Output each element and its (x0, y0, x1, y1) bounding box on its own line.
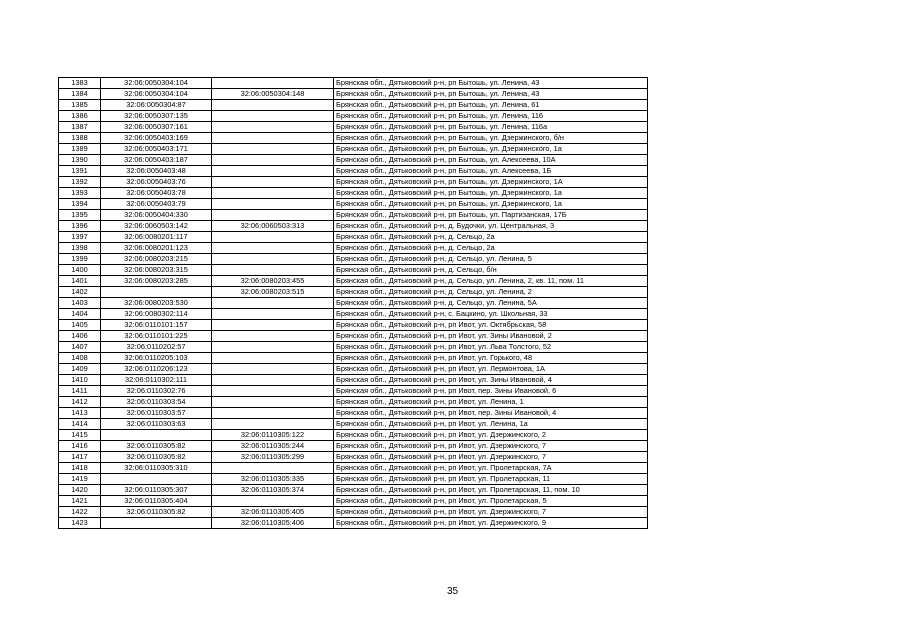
row-number: 1412 (59, 397, 101, 408)
cadastral-number-1 (101, 287, 212, 298)
table-row (59, 474, 648, 485)
row-number: 1392 (59, 177, 101, 188)
address-cell: Брянская обл., Дятьковский р-н, рп Бытошь, ул. Дзержинского, б/н (334, 133, 648, 144)
table-body (59, 78, 648, 529)
cadastral-number-1: 32:06:0050403:48 (101, 166, 212, 177)
address-cell: Брянская обл., Дятьковский р-н, рп Бытошь, ул. Ленина, 43 (334, 78, 648, 89)
address-cell: Брянская обл., Дятьковский р-н, рп Ивот, ул. Дзержинского, 7 (334, 441, 648, 452)
cadastral-number-1: 32:06:0110101:157 (101, 320, 212, 331)
cadastral-number-1: 32:06:0050307:135 (101, 111, 212, 122)
row-number: 1417 (59, 452, 101, 463)
cadastral-number-1: 32:06:0110303:63 (101, 419, 212, 430)
row-number: 1421 (59, 496, 101, 507)
table-row (59, 386, 648, 397)
row-number: 1409 (59, 364, 101, 375)
cadastral-number-1 (101, 430, 212, 441)
table-row (59, 496, 648, 507)
cadastral-number-2 (212, 320, 334, 331)
row-number: 1407 (59, 342, 101, 353)
address-cell: Брянская обл., Дятьковский р-н, рп Ивот, ул. Пролетарская, 5 (334, 496, 648, 507)
cadastral-number-2: 32:06:0110305:122 (212, 430, 334, 441)
cadastral-number-2 (212, 133, 334, 144)
row-number: 1404 (59, 309, 101, 320)
cadastral-number-2: 32:06:0080203:515 (212, 287, 334, 298)
address-cell: Брянская обл., Дятьковский р-н, д. Сельцо, ул. Ленина, 5А (334, 298, 648, 309)
row-number: 1420 (59, 485, 101, 496)
address-cell: Брянская обл., Дятьковский р-н, рп Бытошь, ул. Алексеева, 1Б (334, 166, 648, 177)
address-cell: Брянская обл., Дятьковский р-н, рп Бытошь, ул. Алексеева, 10А (334, 155, 648, 166)
cadastral-number-1: 32:06:0080201:117 (101, 232, 212, 243)
cadastral-number-1: 32:06:0050403:76 (101, 177, 212, 188)
table-row (59, 78, 648, 89)
row-number: 1405 (59, 320, 101, 331)
row-number: 1406 (59, 331, 101, 342)
address-cell: Брянская обл., Дятьковский р-н, д. Сельцо, 2а (334, 232, 648, 243)
row-number: 1397 (59, 232, 101, 243)
cadastral-number-2 (212, 155, 334, 166)
address-cell: Брянская обл., Дятьковский р-н, рп Ивот, ул. Дзержинского, 2 (334, 430, 648, 441)
cadastral-number-2 (212, 254, 334, 265)
cadastral-number-1: 32:06:0110303:57 (101, 408, 212, 419)
cadastral-number-2 (212, 265, 334, 276)
cadastral-number-1: 32:06:0110101:225 (101, 331, 212, 342)
table-row (59, 364, 648, 375)
cadastral-number-2 (212, 419, 334, 430)
cadastral-number-1: 32:06:0050304:87 (101, 100, 212, 111)
table-row (59, 210, 648, 221)
cadastral-number-2 (212, 463, 334, 474)
table-row (59, 221, 648, 232)
cadastral-number-1: 32:06:0050304:104 (101, 89, 212, 100)
row-number: 1398 (59, 243, 101, 254)
row-number: 1384 (59, 89, 101, 100)
row-number: 1389 (59, 144, 101, 155)
row-number: 1386 (59, 111, 101, 122)
address-cell: Брянская обл., Дятьковский р-н, рп Ивот, ул. Пролетарская, 11, пом. 10 (334, 485, 648, 496)
table-row (59, 287, 648, 298)
address-cell: Брянская обл., Дятьковский р-н, д. Сельцо, ул. Ленина, 2, кв. 11, пом. 11 (334, 276, 648, 287)
table-row (59, 441, 648, 452)
cadastral-number-2: 32:06:0110305:299 (212, 452, 334, 463)
cadastral-number-2: 32:06:0080203:455 (212, 276, 334, 287)
address-cell: Брянская обл., Дятьковский р-н, рп Ивот, пер. Зины Ивановой, 6 (334, 386, 648, 397)
cadastral-number-1: 32:06:0110305:404 (101, 496, 212, 507)
cadastral-number-2 (212, 298, 334, 309)
cadastral-number-1: 32:06:0050403:79 (101, 199, 212, 210)
cadastral-number-2 (212, 375, 334, 386)
address-cell: Брянская обл., Дятьковский р-н, рп Бытошь, ул. Дзержинского, 1а (334, 188, 648, 199)
table-row (59, 276, 648, 287)
cadastral-number-2 (212, 342, 334, 353)
cadastral-number-1: 32:06:0110205:103 (101, 353, 212, 364)
row-number: 1388 (59, 133, 101, 144)
address-cell: Брянская обл., Дятьковский р-н, рп Бытошь, ул. Дзержинского, 1а (334, 199, 648, 210)
cadastral-number-1: 32:06:0050307:161 (101, 122, 212, 133)
table-row (59, 188, 648, 199)
address-cell: Брянская обл., Дятьковский р-н, рп Ивот, пер. Зины Ивановой, 4 (334, 408, 648, 419)
table-row (59, 155, 648, 166)
cadastral-number-1: 32:06:0050404:330 (101, 210, 212, 221)
table-row (59, 430, 648, 441)
cadastral-number-1: 32:06:0050403:78 (101, 188, 212, 199)
address-cell: Брянская обл., Дятьковский р-н, д. Сельцо, ул. Ленина, 2 (334, 287, 648, 298)
cadastral-number-1: 32:06:0080201:123 (101, 243, 212, 254)
table-row (59, 408, 648, 419)
cadastral-number-1: 32:06:0060503:142 (101, 221, 212, 232)
cadastral-number-1: 32:06:0110202:57 (101, 342, 212, 353)
table-row (59, 254, 648, 265)
table-row (59, 298, 648, 309)
row-number: 1383 (59, 78, 101, 89)
table-row (59, 518, 648, 529)
address-cell: Брянская обл., Дятьковский р-н, рп Ивот, ул. Зины Ивановой, 4 (334, 375, 648, 386)
address-cell: Брянская обл., Дятьковский р-н, рп Бытошь, ул. Ленина, 61 (334, 100, 648, 111)
address-cell: Брянская обл., Дятьковский р-н, д. Сельцо, б/н (334, 265, 648, 276)
address-cell: Брянская обл., Дятьковский р-н, рп Ивот, ул. Октябрьская, 58 (334, 320, 648, 331)
cadastral-number-1: 32:06:0080203:530 (101, 298, 212, 309)
row-number: 1416 (59, 441, 101, 452)
row-number: 1410 (59, 375, 101, 386)
row-number: 1387 (59, 122, 101, 133)
table-row (59, 419, 648, 430)
cadastral-number-2 (212, 188, 334, 199)
table-row (59, 89, 648, 100)
row-number: 1413 (59, 408, 101, 419)
row-number: 1422 (59, 507, 101, 518)
cadastral-number-2 (212, 166, 334, 177)
row-number: 1419 (59, 474, 101, 485)
address-cell: Брянская обл., Дятьковский р-н, рп Бытошь, ул. Ленина, 116а (334, 122, 648, 133)
cadastral-number-2 (212, 353, 334, 364)
cadastral-number-2 (212, 177, 334, 188)
cadastral-number-1: 32:06:0110302:76 (101, 386, 212, 397)
cadastral-number-1: 32:06:0050403:171 (101, 144, 212, 155)
row-number: 1418 (59, 463, 101, 474)
page-number: 35 (446, 586, 459, 597)
row-number: 1401 (59, 276, 101, 287)
table-row (59, 199, 648, 210)
address-cell: Брянская обл., Дятьковский р-н, д. Сельцо, 2а (334, 243, 648, 254)
address-cell: Брянская обл., Дятьковский р-н, с. Бацкино, ул. Школьная, 33 (334, 309, 648, 320)
table-row (59, 309, 648, 320)
cadastral-number-2 (212, 100, 334, 111)
row-number: 1403 (59, 298, 101, 309)
table-row (59, 331, 648, 342)
row-number: 1393 (59, 188, 101, 199)
cadastral-number-2 (212, 309, 334, 320)
address-cell: Брянская обл., Дятьковский р-н, рп Ивот, ул. Пролетарская, 11 (334, 474, 648, 485)
row-number: 1423 (59, 518, 101, 529)
cadastral-number-2 (212, 111, 334, 122)
address-cell: Брянская обл., Дятьковский р-н, д. Будочки, ул. Центральная, 3 (334, 221, 648, 232)
cadastral-number-2 (212, 210, 334, 221)
table-row (59, 144, 648, 155)
cadastral-number-2: 32:06:0060503:313 (212, 221, 334, 232)
table-row (59, 177, 648, 188)
table-row (59, 232, 648, 243)
row-number: 1414 (59, 419, 101, 430)
cadastral-number-2 (212, 397, 334, 408)
row-number: 1391 (59, 166, 101, 177)
address-cell: Брянская обл., Дятьковский р-н, рп Ивот, ул. Дзержинского, 7 (334, 452, 648, 463)
cadastral-table (58, 77, 648, 529)
cadastral-number-1: 32:06:0110305:82 (101, 441, 212, 452)
cadastral-number-1: 32:06:0080203:215 (101, 254, 212, 265)
cadastral-number-1: 32:06:0110206:123 (101, 364, 212, 375)
cadastral-number-2: 32:06:0110305:406 (212, 518, 334, 529)
cadastral-number-1: 32:06:0080203:285 (101, 276, 212, 287)
cadastral-number-1: 32:06:0050304:104 (101, 78, 212, 89)
cadastral-number-1: 32:06:0110303:54 (101, 397, 212, 408)
row-number: 1396 (59, 221, 101, 232)
address-cell: Брянская обл., Дятьковский р-н, рп Бытошь, ул. Ленина, 43 (334, 89, 648, 100)
cadastral-number-2 (212, 408, 334, 419)
address-cell: Брянская обл., Дятьковский р-н, рп Бытошь, ул. Дзержинского, 1а (334, 144, 648, 155)
address-cell: Брянская обл., Дятьковский р-н, д. Сельцо, ул. Ленина, 5 (334, 254, 648, 265)
cadastral-number-2 (212, 122, 334, 133)
cadastral-number-2 (212, 386, 334, 397)
table-row (59, 353, 648, 364)
table-row (59, 122, 648, 133)
address-cell: Брянская обл., Дятьковский р-н, рп Ивот, ул. Горького, 48 (334, 353, 648, 364)
table-row (59, 243, 648, 254)
cadastral-number-1: 32:06:0050403:187 (101, 155, 212, 166)
cadastral-number-2: 32:06:0110305:244 (212, 441, 334, 452)
table-row (59, 463, 648, 474)
table-row (59, 265, 648, 276)
cadastral-number-2: 32:06:0050304:148 (212, 89, 334, 100)
cadastral-number-2 (212, 232, 334, 243)
address-cell: Брянская обл., Дятьковский р-н, рп Бытошь, ул. Партизанская, 17Б (334, 210, 648, 221)
row-number: 1385 (59, 100, 101, 111)
cadastral-number-1: 32:06:0080302:114 (101, 309, 212, 320)
cadastral-number-2 (212, 496, 334, 507)
address-cell: Брянская обл., Дятьковский р-н, рп Ивот, ул. Дзержинского, 7 (334, 507, 648, 518)
address-cell: Брянская обл., Дятьковский р-н, рп Бытошь, ул. Дзержинского, 1А (334, 177, 648, 188)
row-number: 1395 (59, 210, 101, 221)
row-number: 1411 (59, 386, 101, 397)
cadastral-number-2 (212, 199, 334, 210)
table-row (59, 111, 648, 122)
cadastral-number-2: 32:06:0110305:405 (212, 507, 334, 518)
address-cell: Брянская обл., Дятьковский р-н, рп Ивот, ул. Ленина, 1 (334, 397, 648, 408)
address-cell: Брянская обл., Дятьковский р-н, рп Ивот, ул. Зины Ивановой, 2 (334, 331, 648, 342)
cadastral-number-2 (212, 331, 334, 342)
table-row (59, 100, 648, 111)
address-cell: Брянская обл., Дятьковский р-н, рп Бытошь, ул. Ленина, 116 (334, 111, 648, 122)
table-row (59, 375, 648, 386)
row-number: 1390 (59, 155, 101, 166)
row-number: 1394 (59, 199, 101, 210)
table-row (59, 397, 648, 408)
table-row (59, 320, 648, 331)
table-row (59, 342, 648, 353)
address-cell: Брянская обл., Дятьковский р-н, рп Ивот, ул. Льва Толстого, 52 (334, 342, 648, 353)
row-number: 1402 (59, 287, 101, 298)
table-row (59, 485, 648, 496)
row-number: 1400 (59, 265, 101, 276)
table-row (59, 507, 648, 518)
cadastral-number-1: 32:06:0110305:310 (101, 463, 212, 474)
cadastral-number-1: 32:06:0110305:82 (101, 507, 212, 518)
cadastral-number-2 (212, 78, 334, 89)
cadastral-number-2 (212, 364, 334, 375)
cadastral-number-1: 32:06:0110302:111 (101, 375, 212, 386)
row-number: 1399 (59, 254, 101, 265)
address-cell: Брянская обл., Дятьковский р-н, рп Ивот, ул. Дзержинского, 9 (334, 518, 648, 529)
cadastral-number-1: 32:06:0110305:82 (101, 452, 212, 463)
cadastral-number-1: 32:06:0080203:315 (101, 265, 212, 276)
row-number: 1408 (59, 353, 101, 364)
cadastral-number-1: 32:06:0050403:169 (101, 133, 212, 144)
address-cell: Брянская обл., Дятьковский р-н, рп Ивот, ул. Ленина, 1а (334, 419, 648, 430)
address-cell: Брянская обл., Дятьковский р-н, рп Ивот, ул. Пролетарская, 7А (334, 463, 648, 474)
cadastral-number-1 (101, 518, 212, 529)
cadastral-number-2 (212, 243, 334, 254)
cadastral-number-1: 32:06:0110305:307 (101, 485, 212, 496)
table-row (59, 452, 648, 463)
cadastral-number-2: 32:06:0110305:335 (212, 474, 334, 485)
cadastral-number-1 (101, 474, 212, 485)
cadastral-number-2 (212, 144, 334, 155)
row-number: 1415 (59, 430, 101, 441)
table-row (59, 166, 648, 177)
table-row (59, 133, 648, 144)
cadastral-number-2: 32:06:0110305:374 (212, 485, 334, 496)
address-cell: Брянская обл., Дятьковский р-н, рп Ивот, ул. Лермонтова, 1А (334, 364, 648, 375)
